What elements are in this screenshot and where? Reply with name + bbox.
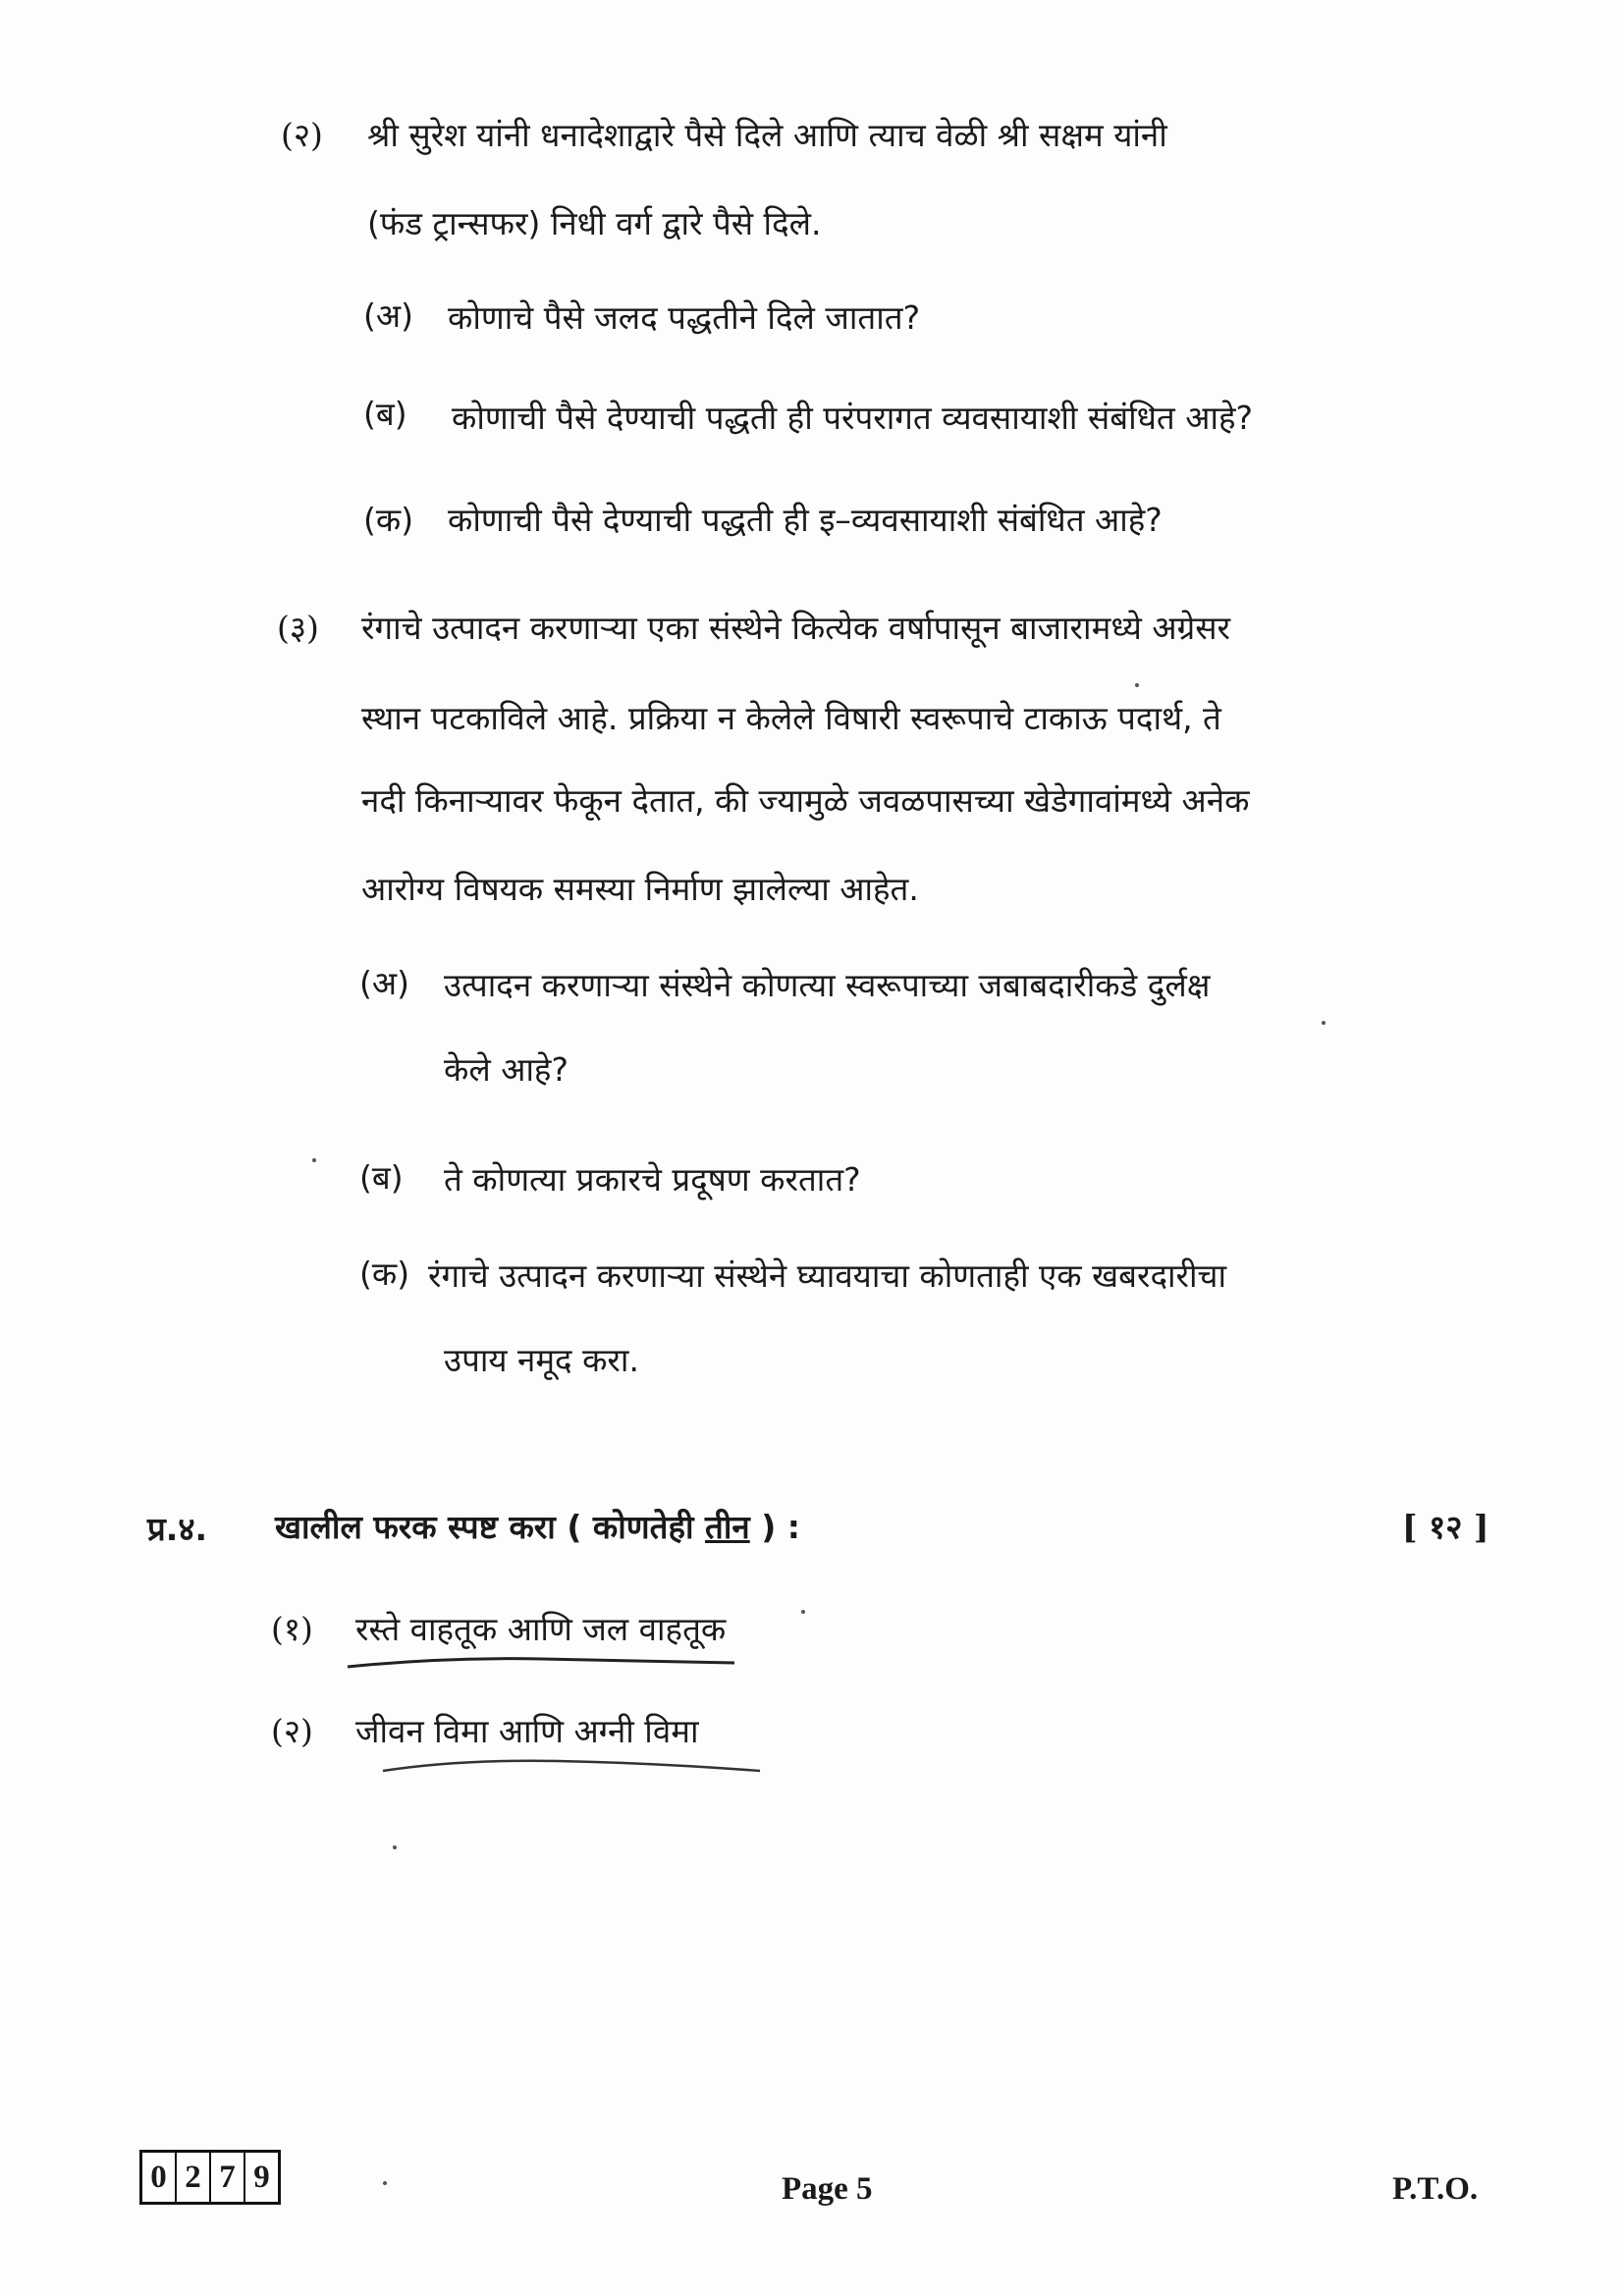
q4-item-2-number: (२) (271, 1712, 313, 1750)
page-number: Page 5 (782, 2171, 873, 2207)
q2-c-text: कोणाची पैसे देण्याची पद्धती ही इ–व्यवसायाशी संबंधित आहे? (448, 501, 1163, 539)
q2-b-text: कोणाची पैसे देण्याची पद्धती ही परंपरागत व्यवसायाशी संबंधित आहे? (452, 399, 1253, 437)
q2-a-text: कोणाचे पैसे जलद पद्धतीने दिले जातात? (448, 298, 921, 337)
q3-b-text: ते कोणत्या प्रकारचे प्रदूषण करतात? (444, 1160, 861, 1199)
scan-speck (312, 1158, 316, 1162)
scan-speck (801, 1610, 805, 1614)
scan-speck (1135, 683, 1139, 687)
paper-code-box (139, 2150, 281, 2205)
q4-item-2-handwritten-underline (381, 1753, 764, 1777)
q2-number: (२) (281, 116, 323, 154)
q2-text-line1: श्री सुरेश यांनी धनादेशाद्वारे पैसे दिले आणि त्याच वेळी श्री सक्षम यांनी (367, 116, 1167, 154)
q2-b-label: (ब) (363, 395, 407, 433)
q3-a-text-line2: केले आहे? (444, 1050, 568, 1089)
q2-a-label: (अ) (363, 296, 413, 335)
paper-code-digit: 7 (211, 2153, 245, 2202)
q3-c-label: (क) (359, 1255, 410, 1293)
paper-code-digit: 0 (142, 2153, 177, 2202)
q2-c-label: (क) (363, 501, 414, 539)
q4-heading-underlined: तीन (705, 1508, 750, 1546)
q3-text-line3: नदी किनाऱ्यावर फेकून देतात, की ज्यामुळे जवळपासच्या खेडेगावांमध्ये अनेक (361, 781, 1250, 820)
scan-speck (1322, 1021, 1326, 1025)
q3-c-text-line1: रंगाचे उत्पादन करणाऱ्या संस्थेने घ्यावयाचा कोणताही एक खबरदारीचा (428, 1256, 1227, 1295)
q4-label: प्र.४. (147, 1510, 208, 1548)
q3-text-line1: रंगाचे उत्पादन करणाऱ्या एका संस्थेने कित्येक वर्षापासून बाजारामध्ये अग्रेसर (361, 609, 1230, 647)
q3-text-line2: स्थान पटकाविले आहे. प्रक्रिया न केलेले विषारी स्वरूपाचे टाकाऊ पदार्थ, ते (361, 699, 1221, 737)
q4-item-1-number: (१) (271, 1610, 313, 1648)
q3-number: (३) (277, 609, 319, 647)
scan-speck (383, 2181, 387, 2185)
q4-marks: [ १२ ] (1402, 1508, 1489, 1546)
q4-heading (275, 1508, 800, 1547)
paper-code-digit: 2 (177, 2153, 211, 2202)
q3-a-text-line1: उत्पादन करणाऱ्या संस्थेने कोणत्या स्वरूपाच्या जबाबदारीकडे दुर्लक्ष (444, 966, 1211, 1004)
q3-a-label: (अ) (359, 964, 409, 1002)
scan-speck (393, 1845, 397, 1849)
q4-item-2-text: जीवन विमा आणि अग्नी विमा (355, 1712, 699, 1750)
q2-text-line2: (फंड ट्रान्सफर) निधी वर्ग द्वारे पैसे दिले. (367, 204, 822, 242)
q4-heading-post: ) : (749, 1508, 800, 1546)
q3-text-line4: आरोग्य विषयक समस्या निर्माण झालेल्या आहेत. (361, 870, 919, 908)
q4-item-1-handwritten-underline (346, 1651, 738, 1673)
q3-b-label: (ब) (359, 1158, 404, 1197)
q4-item-1-text: रस्ते वाहतूक आणि जल वाहतूक (355, 1610, 727, 1648)
paper-code-digit: 9 (253, 2159, 270, 2195)
q4-heading-pre: खालील फरक स्पष्ट करा ( कोणतेही (275, 1508, 706, 1546)
pto-label: P.T.O. (1392, 2171, 1479, 2207)
q3-c-text-line2: उपाय नमूद करा. (444, 1341, 639, 1379)
